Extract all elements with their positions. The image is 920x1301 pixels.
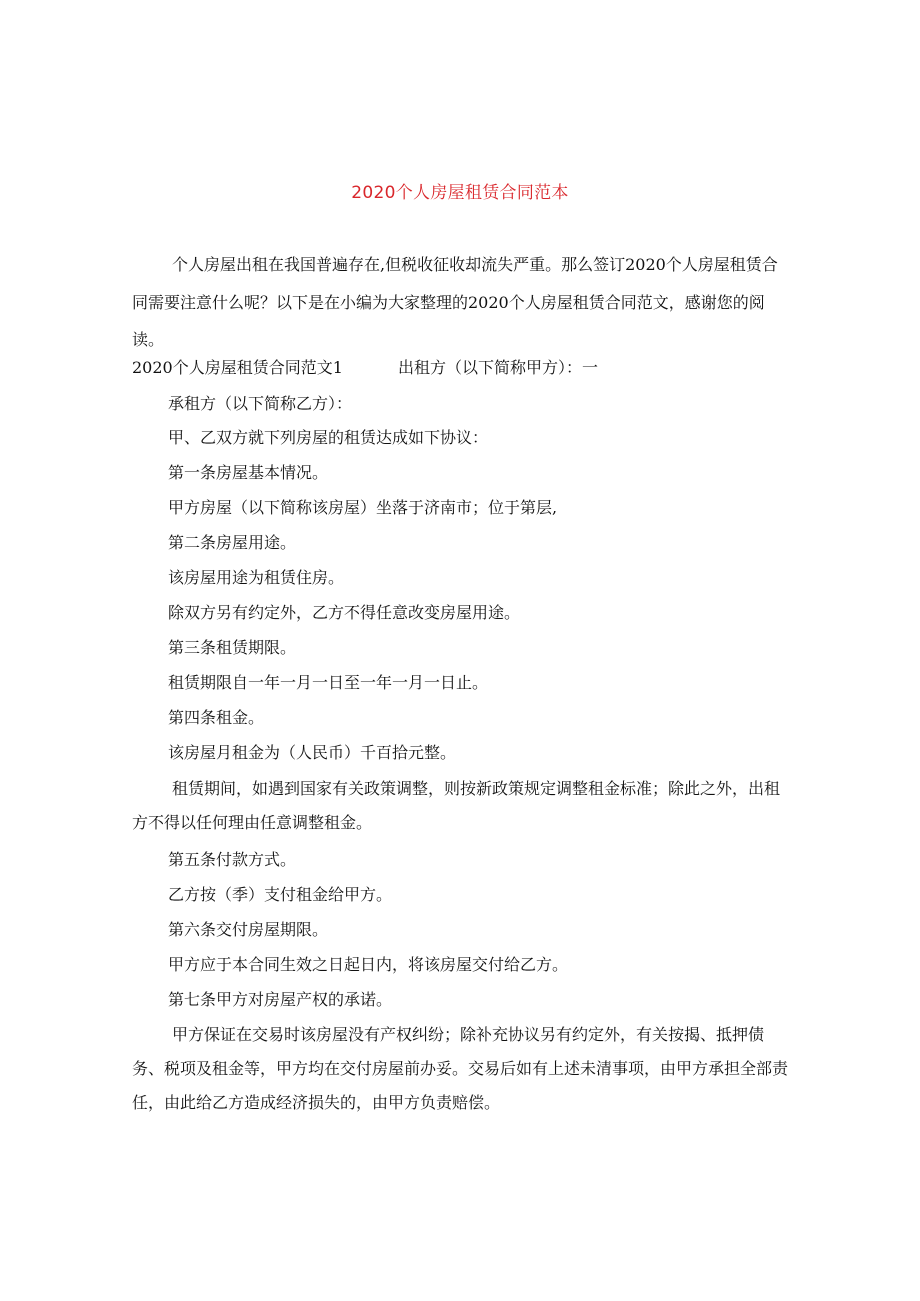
clause-line: 承租方（以下简称乙方）： (168, 394, 353, 413)
clause-heading: 第二条房屋用途。 (168, 533, 297, 552)
clause-line: 乙方按（季）支付租金给甲方。 (168, 885, 393, 904)
clause-line: 甲方房屋（以下简称该房屋）坐落于济南市；位于第层, (168, 498, 558, 517)
clause-heading: 第六条交付房屋期限。 (168, 920, 329, 939)
clause-heading: 第三条租赁期限。 (168, 638, 297, 657)
clause-line: 该房屋月租金为（人民币）千百拾元整。 (168, 743, 457, 762)
clause-line: 该房屋用途为租赁住房。 (168, 568, 345, 587)
section-heading: 2020个人房屋租赁合同范文1 (132, 358, 343, 377)
rent-adjust-paragraph: 租赁期间，如遇到国家有关政策调整，则按新政策规定调整租金标准；除此之外，出租方不得以任何理由任意调整租金。 (132, 779, 781, 832)
lessor-line: 出租方（以下简称甲方）：一 (398, 358, 599, 377)
document-title: 2020个人房屋租赁合同范本 (351, 183, 569, 203)
intro-paragraph: 个人房屋出租在我国普遍存在,但税收征收却流失严重。那么签订2020个人房屋租赁合同需要注意什么呢？以下是在小编为大家整理的2020个人房屋租赁合同范文，感谢您的阅读。 (132, 255, 778, 349)
guarantee-paragraph: 甲方保证在交易时该房屋没有产权纠纷；除补充协议另有约定外，有关按揭、抵押债务、税项及租金等，甲方均在交付房屋前办妥。交易后如有上述未清事项，由甲方承担全部责任，由此给乙方造成经济损失的，由甲方负责赔偿。 (132, 1025, 789, 1112)
clause-line: 甲方应于本合同生效之日起日内，将该房屋交付给乙方。 (168, 955, 569, 974)
clause-heading: 第五条付款方式。 (168, 850, 297, 869)
clause-line: 除双方另有约定外，乙方不得任意改变房屋用途。 (168, 603, 521, 622)
clause-line: 甲、乙双方就下列房屋的租赁达成如下协议： (168, 428, 489, 447)
clause-heading: 第四条租金。 (168, 708, 265, 727)
clause-heading: 第一条房屋基本情况。 (168, 463, 329, 482)
clause-heading: 第七条甲方对房屋产权的承诺。 (168, 990, 393, 1009)
clause-line: 租赁期限自一年一月一日至一年一月一日止。 (168, 673, 489, 692)
